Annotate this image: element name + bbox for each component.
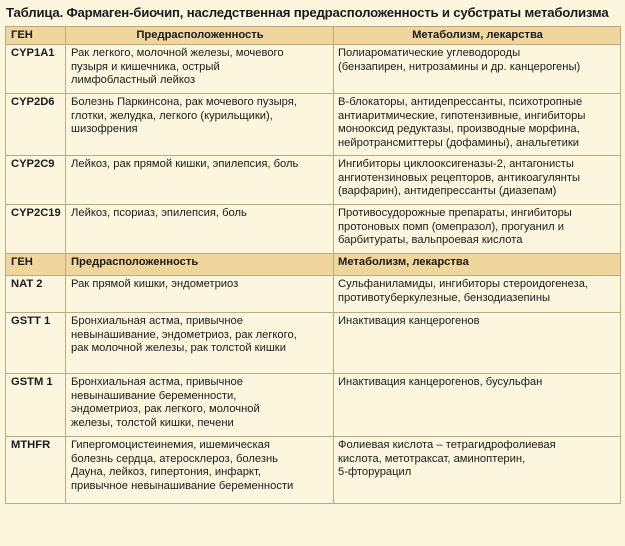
predisposition-line: лимфобластный лейкоз	[71, 74, 196, 87]
metabolism-cell	[334, 276, 621, 313]
predisposition-cell	[66, 374, 334, 437]
predisposition-line: Лейкоз, рак прямой кишки, эпилепсия, боль	[71, 158, 299, 170]
predisposition-line: привычное невынашивание беременности	[71, 479, 294, 492]
predisposition-cell	[66, 156, 334, 205]
predisposition-cell	[66, 205, 334, 254]
predisposition-cell	[66, 94, 334, 156]
metabolism-cell	[334, 313, 621, 374]
predisposition-line: Рак прямой кишки, эндометриоз	[71, 278, 239, 290]
metabolism-line: Противосудорожные препараты, ингибиторы	[338, 207, 572, 219]
predisposition-line: глотки, желудка, легкого (курильщики),	[71, 109, 273, 122]
metabolism-line: Метаболизм, лекарства	[338, 256, 469, 268]
predisposition-line: пузыря и кишечника, острый	[71, 60, 220, 73]
metabolism-line: противотуберкулезные, бензодиазепины	[338, 291, 551, 304]
metabolism-line: антиаритмические, гипотензивные, ингибиторы	[338, 109, 586, 122]
predisposition-cell	[66, 254, 334, 276]
predisposition-line: Рак легкого, молочной железы, мочевого	[71, 47, 284, 59]
gene-cell: ГЕН	[6, 254, 66, 276]
predisposition-line: рак молочной железы, рак толстой кишки	[71, 342, 286, 355]
metabolism-cell	[334, 156, 621, 205]
predisposition-line: железы, толстой кишки, печени	[71, 416, 234, 429]
table-body	[6, 45, 621, 504]
predisposition-line: невынашивание, эндометриоз, рак легкого,	[71, 328, 297, 341]
gene-cell: NAT 2	[6, 276, 66, 313]
metabolism-line: барбитураты, вальпроевая кислота	[338, 234, 523, 247]
metabolism-line: B-блокаторы, антидепрессанты, психотропные	[338, 96, 583, 108]
table-header-row	[6, 27, 621, 45]
header-gene: ГЕН	[6, 27, 66, 45]
metabolism-line: ангиотензиновых рецепторов, антикоагулянты	[338, 171, 580, 184]
table-row	[6, 276, 621, 313]
metabolism-line: кислота, метотраксат, аминоптерин,	[338, 452, 526, 465]
metabolism-cell	[334, 254, 621, 276]
predisposition-line: Лейкоз, псориаз, эпилепсия, боль	[71, 207, 247, 219]
table-row	[6, 45, 621, 94]
metabolism-line: Инактивация канцерогенов	[338, 315, 480, 327]
metabolism-line: Полиароматические углеводороды	[338, 47, 521, 59]
predisposition-line: Бронхиальная астма, привычное	[71, 315, 243, 327]
metabolism-line: Сульфаниламиды, ингибиторы стероидогенеза,	[338, 278, 589, 290]
metabolism-line: монооксид редуктазы, производные морфина,	[338, 123, 580, 136]
metabolism-line: Фолиевая кислота – тетрагидрофолиевая	[338, 439, 556, 451]
predisposition-line: шизофрения	[71, 123, 138, 136]
metabolism-line: (варфарин), антидепрессанты (диазепам)	[338, 185, 557, 198]
metabolism-cell	[334, 94, 621, 156]
table-subheader-row	[6, 254, 621, 276]
header-metabolism: Метаболизм, лекарства	[334, 27, 621, 45]
predisposition-cell	[66, 276, 334, 313]
gene-cell: CYP2D6	[6, 94, 66, 156]
metabolism-line: нейротрансмиттеры (дофамины), анальгетики	[338, 136, 580, 149]
gene-cell: GSTT 1	[6, 313, 66, 374]
predisposition-line: Болезнь Паркинсона, рак мочевого пузыря,	[71, 96, 297, 108]
gene-cell: MTHFR	[6, 437, 66, 504]
metabolism-cell	[334, 205, 621, 254]
metabolism-cell	[334, 45, 621, 94]
metabolism-line: Ингибиторы циклооксигеназы-2, антагонисты	[338, 158, 574, 170]
metabolism-line: Инактивация канцерогенов, бусульфан	[338, 376, 543, 388]
metabolism-line: 5-фторурацил	[338, 466, 412, 479]
predisposition-cell	[66, 437, 334, 504]
table-title: Таблица. Фармаген-биочип, наследственная предрасположенность и субстраты метаболизма	[6, 5, 609, 20]
predisposition-cell	[66, 45, 334, 94]
predisposition-line: Дауна, лейкоз, гипертония, инфаркт,	[71, 466, 261, 479]
table-row	[6, 94, 621, 156]
gene-cell: CYP2C19	[6, 205, 66, 254]
gene-cell: CYP1A1	[6, 45, 66, 94]
table-row	[6, 374, 621, 437]
metabolism-cell	[334, 437, 621, 504]
metabolism-line: (бензапирен, нитрозамины и др. канцерогены)	[338, 60, 581, 73]
predisposition-line: невынашивание беременности,	[71, 389, 237, 402]
gene-cell: GSTM 1	[6, 374, 66, 437]
predisposition-line: Предрасположенность	[71, 256, 199, 268]
header-predisposition: Предрасположенность	[66, 27, 334, 45]
predisposition-cell	[66, 313, 334, 374]
predisposition-line: Бронхиальная астма, привычное	[71, 376, 243, 388]
predisposition-line: эндометриоз, рак легкого, молочной	[71, 403, 260, 416]
predisposition-line: болезнь сердца, атеросклероз, болезнь	[71, 452, 278, 465]
pharmacogenomics-table	[5, 26, 621, 504]
gene-cell: CYP2C9	[6, 156, 66, 205]
predisposition-line: Гипергомоцистеинемия, ишемическая	[71, 439, 270, 451]
table-row	[6, 437, 621, 504]
table-row	[6, 205, 621, 254]
table-row	[6, 156, 621, 205]
metabolism-line: протоновых помп (омепразол), прогуанил и	[338, 220, 564, 233]
table-row	[6, 313, 621, 374]
metabolism-cell	[334, 374, 621, 437]
